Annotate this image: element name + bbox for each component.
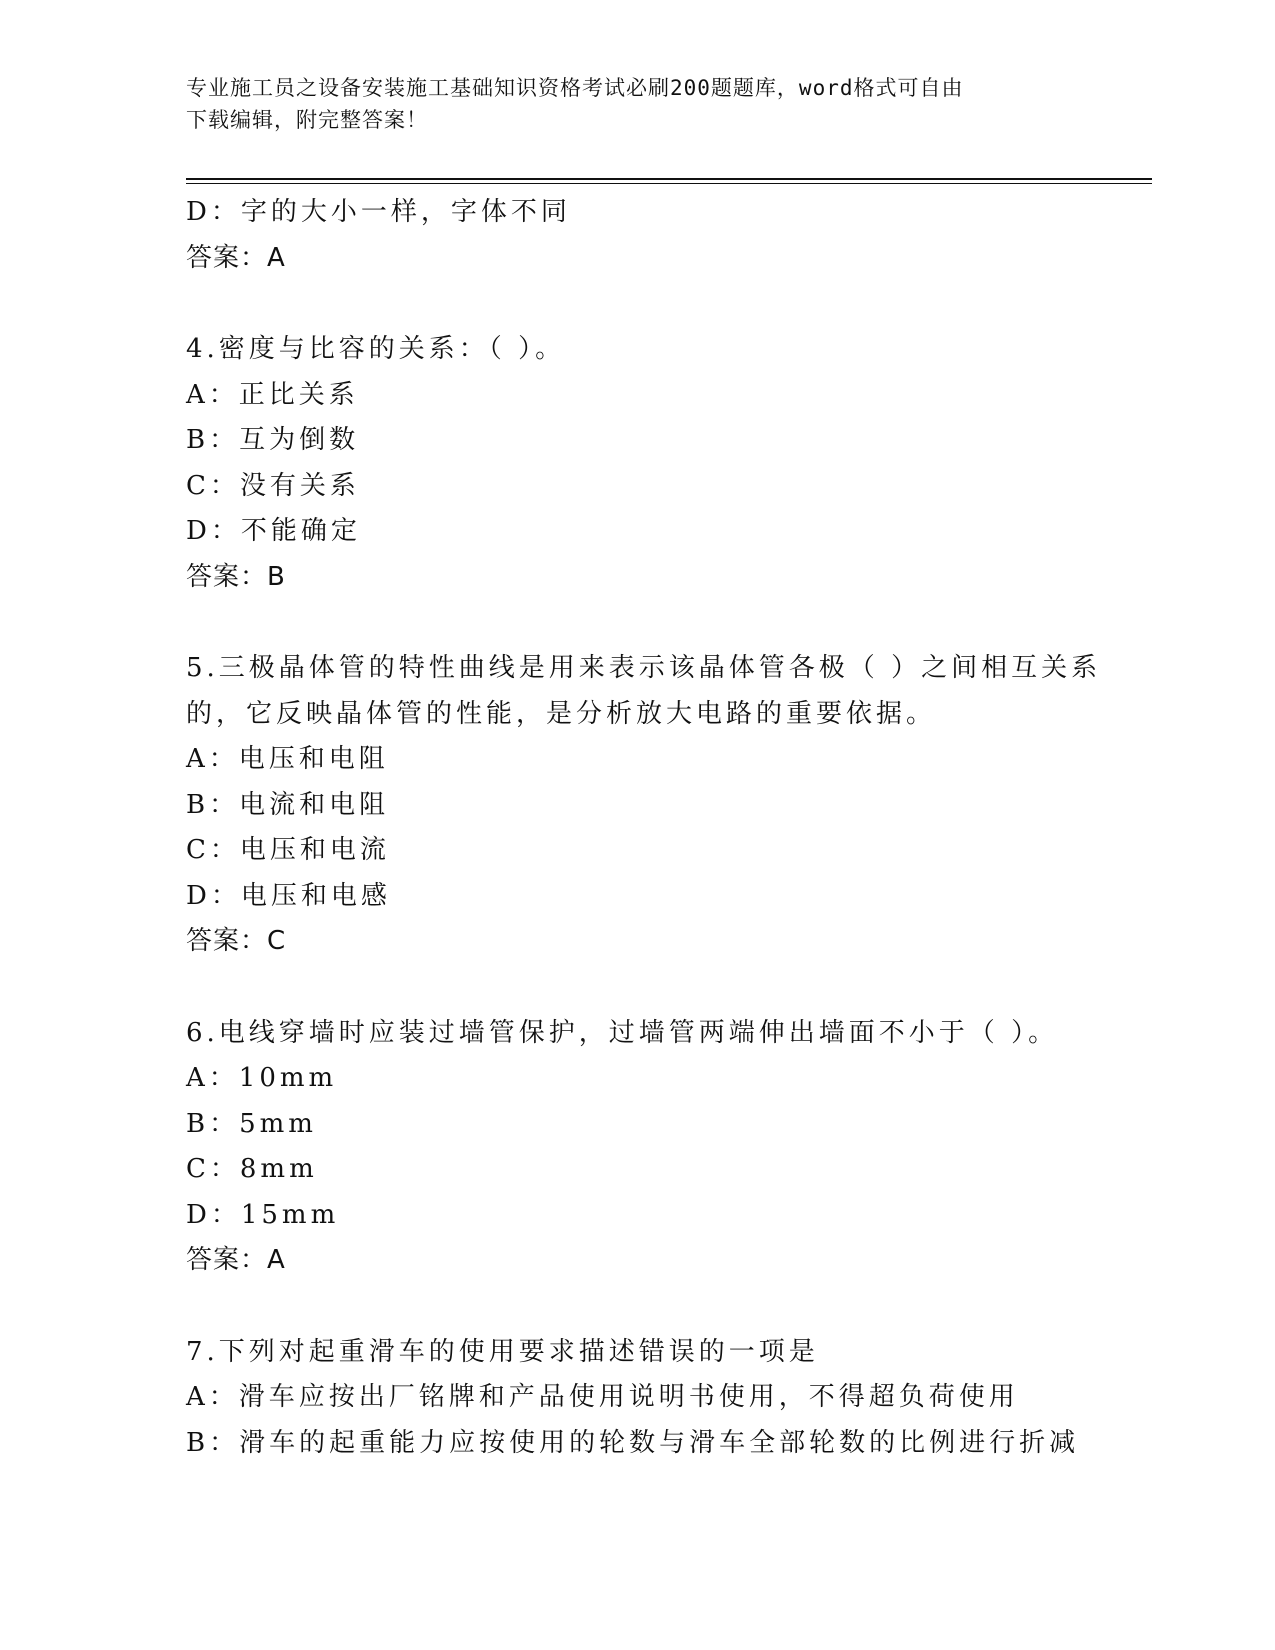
option-d: D：不能确定 — [186, 516, 361, 546]
option-d: D：电压和电感 — [186, 880, 391, 911]
question-list — [186, 190, 1102, 1466]
option-b: B：滑车的起重能力应按使用的轮数与滑车全部轮数的比例进行折减 — [186, 1427, 1080, 1458]
spacer — [186, 1284, 1086, 1330]
option-a: A：正比关系 — [186, 379, 359, 410]
answer-line: 答案：C — [186, 926, 287, 956]
question-block-6 — [186, 1011, 1086, 1284]
option-a: A：10mm — [186, 1063, 338, 1093]
header-divider-thin — [186, 183, 1152, 184]
option-a: A：电压和电阻 — [186, 744, 389, 774]
option-b: B：5mm — [186, 1108, 317, 1139]
question-text: 6.电线穿墙时应装过墙管保护，过墙管两端伸出墙面不小于（ ）。 — [186, 1017, 1059, 1048]
spacer — [186, 965, 1086, 1011]
question-text-line-1: 5.三极晶体管的特性曲线是用来表示该晶体管各极（ ）之间相互关系 — [186, 653, 1102, 683]
option-c: C：8mm — [186, 1154, 318, 1184]
option-d: D：15mm — [186, 1199, 340, 1230]
question-block-7 — [186, 1330, 1086, 1467]
question-text: 7.下列对起重滑车的使用要求描述错误的一项是 — [186, 1336, 819, 1367]
header-title-line-1: 专业施工员之设备安装施工基础知识资格考试必刷200题题库，word格式可自由 — [186, 76, 964, 100]
option-d: D：字的大小一样，字体不同 — [186, 197, 571, 227]
option-c: C：没有关系 — [186, 470, 360, 501]
answer-line: 答案：A — [186, 1245, 286, 1275]
question-block-5 — [186, 646, 1102, 965]
option-b: B：电流和电阻 — [186, 789, 390, 820]
question-block-3 — [186, 190, 1086, 281]
answer-line: 答案：A — [186, 242, 286, 273]
spacer — [186, 281, 1086, 327]
question-text: 4.密度与比容的关系：（ ）。 — [186, 334, 566, 364]
question-text-line-2: 的，它反映晶体管的性能，是分析放大电路的重要依据。 — [186, 698, 937, 729]
answer-line: 答案：B — [186, 561, 286, 592]
header-title-line-2: 下载编辑，附完整答案！ — [186, 108, 428, 132]
option-b: B：互为倒数 — [186, 425, 360, 455]
question-block-4 — [186, 327, 1086, 600]
header-divider-thick — [186, 178, 1152, 180]
option-a: A：滑车应按出厂铭牌和产品使用说明书使用，不得超负荷使用 — [186, 1382, 1019, 1412]
document-header — [186, 72, 1066, 136]
option-c: C：电压和电流 — [186, 835, 390, 865]
spacer — [186, 600, 1086, 646]
